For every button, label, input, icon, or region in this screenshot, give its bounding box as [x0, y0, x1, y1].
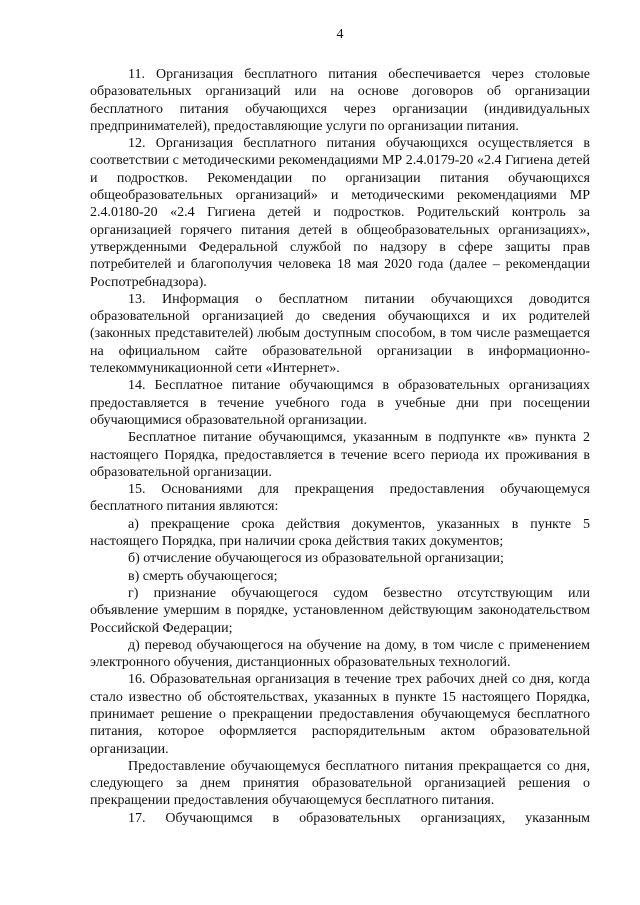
paragraph-15-item-d: д) перевод обучающегося на обучение на дому, в том числе с применением электронного обучения, дистанционных образовательных технологий.: [90, 637, 590, 671]
paragraph-16-continuation: Предоставление обучающемуся бесплатного питания прекращается со дня, следующего за днем принятия образовательной организацией решения о прекращении предоставления обучающемуся бесплатного питания.: [90, 758, 590, 809]
paragraph-14: 14. Бесплатное питание обучающимся в образовательных организациях предоставляется в течение учебного года в учебные дни при посещении обучающимися образовательной организации.: [90, 378, 590, 428]
paragraph-14-continuation: Бесплатное питание обучающимся, указанным в подпункте «в» пункта 2 настоящего Порядка, предоставляется в течение всего периода их проживания в образовательной организации.: [90, 430, 590, 480]
paragraph-15-item-g: г) признание обучающегося судом безвестно отсутствующим или объявление умершим в порядке, установленном действующим законодательством Российской Федерации;: [90, 585, 590, 636]
paragraph-12: 12. Организация бесплатного питания обучающихся осуществляется в соответствии с методическими рекомендациями МР 2.4.0179-20 «2.4 Гигиена детей и подростков. Рекомендации по организации питания обучающихся общеобразовательных организаций» и методическими рекомендациями МР 2.4.0180-20 «2.4 Гигиена детей и подростков. Родительский контроль за организацией горячего питания детей в общеобразовательных организациях», утвержденными Федеральной службой по надзору в сфере защиты прав потребителей и благополучия человека 18 мая 2020 года (далее – рекомендации Роспотребнадзора).: [90, 136, 590, 290]
page-number: 4: [336, 27, 344, 42]
paragraph-15: 15. Основаниями для прекращения предоставления обучающемуся бесплатного питания являются:: [90, 482, 590, 515]
paragraph-17: 17. Обучающимся в образовательных организациях, указанным: [128, 810, 590, 826]
paragraph-15-item-b: б) отчисление обучающегося из образовательной организации;: [128, 551, 504, 567]
document-body: [90, 66, 590, 827]
paragraph-15-item-a: а) прекращение срока действия документов, указанных в пункте 5 настоящего Порядка, при наличии срока действия таких документов;: [90, 516, 590, 550]
paragraph-16: 16. Образовательная организация в течение трех рабочих дней со дня, когда стало известно об обстоятельствах, указанных в пункте 15 настоящего Порядка, принимает решение о прекращении предоставления обучающемуся бесплатного питания, которое оформляется распорядительным актом образовательной организации.: [90, 672, 590, 757]
paragraph-15-item-v: в) смерть обучающегося;: [128, 568, 278, 584]
paragraph-13: 13. Информация о бесплатном питании обучающихся доводится образовательной организацией до сведения обучающихся и их родителей (законных представителей) любым доступным способом, в том числе размещается на официальном сайте образовательной организации в информационно-телекоммуникационной сети «Интернет».: [90, 291, 590, 377]
paragraph-11: 11. Организация бесплатного питания обеспечивается через столовые образовательных организаций или на основе договоров об организации бесплатного питания обучающихся через организации (индивидуальных предпринимателей), предоставляющие услуги по организации питания.: [90, 67, 590, 134]
